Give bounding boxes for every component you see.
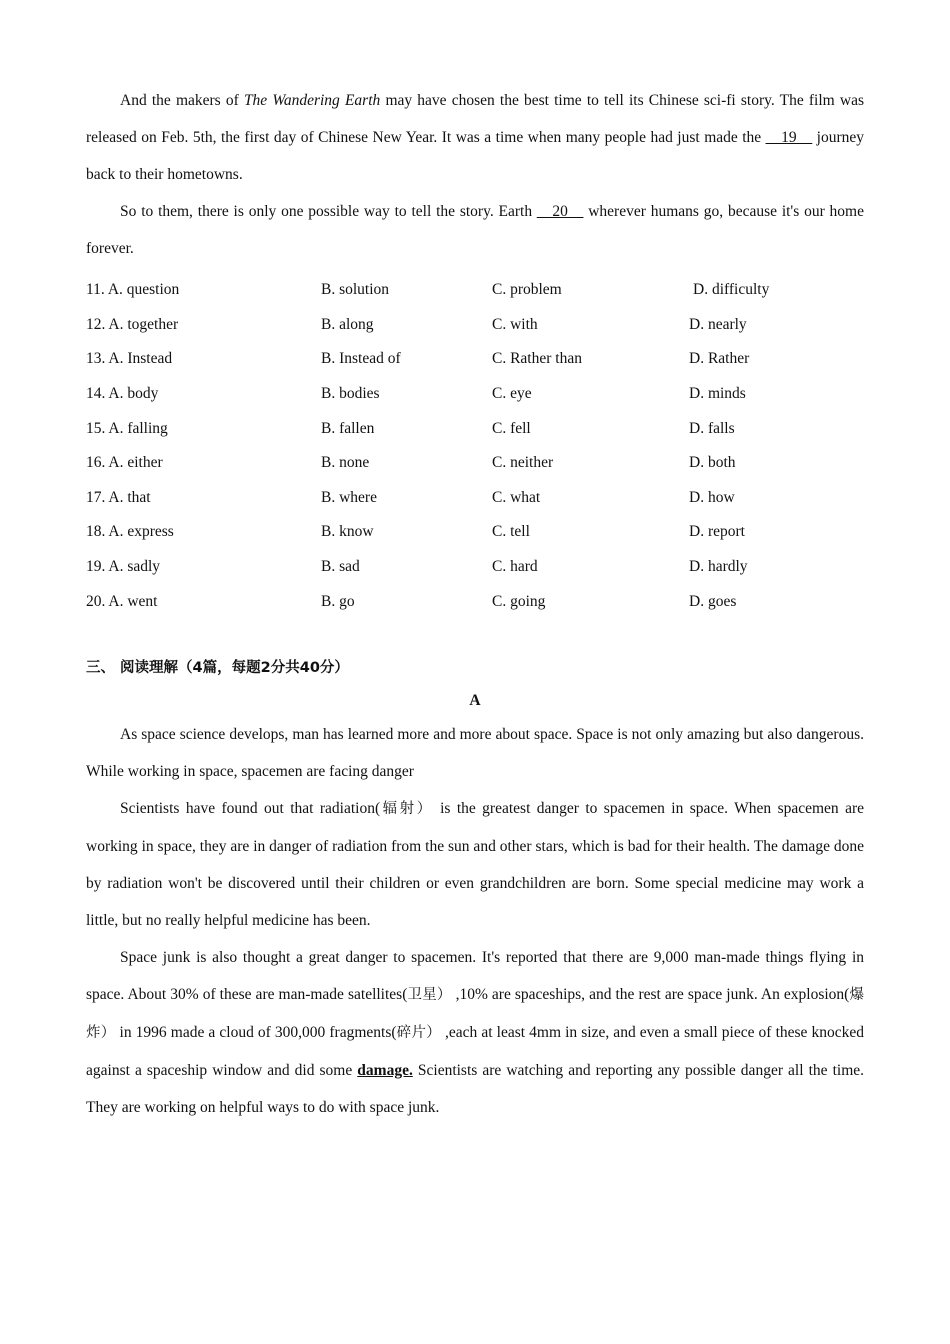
passage-a-paragraph-1: As space science develops, man has learned more and more about space. Space is not only amazing but also dangerous. While working in space, spacemen are facing danger	[86, 725, 864, 780]
blank-19: __19__	[765, 129, 813, 146]
option-row-16: 16. A. either B. none C. neither D. both	[86, 454, 736, 472]
option-row-20: 20. A. went B. go C. going D. goes	[86, 592, 737, 610]
option-row-15: 15. A. falling B. fallen C. fell D. falls	[86, 419, 735, 437]
option-row-17: 17. A. that B. where C. what D. how	[86, 488, 735, 506]
option-row-12: 12. A. together B. along C. with D. nearly	[86, 315, 747, 333]
film-title: The Wandering Earth	[243, 92, 381, 109]
section-heading-reading: 三、 阅读理解（4篇，每题2分共40分）	[86, 659, 349, 676]
passage-a-paragraph-3: Space junk is also thought a great danger to spacemen. It's reported that there are 9,000 man-made things flying in space. About 30% of these are man-made satellites(卫星） ,10% are spaceships, and the rest are space junk. An explosion(爆炸） in 1996 made a cloud of 300,000 fragments(碎片） ,each at least 4mm in size, and even a small piece of these knocked against a spaceship window and did some damage. Scientists are watching and reporting any possible danger all the time. They are working on helpful ways to do with space junk.	[86, 948, 865, 1116]
option-row-13: 13. A. Instead B. Instead of C. Rather than D. Rather	[86, 350, 750, 368]
answer-options	[86, 273, 864, 619]
damage-keyword: damage.	[357, 1061, 413, 1079]
option-row-11: 11. A. question B. solution C. problem D. difficulty	[86, 281, 770, 299]
cloze-paragraph-1: And the makers of The Wandering Earth may have chosen the best time to tell its Chinese sci-fi story. The film was released on Feb. 5th, the first day of Chinese New Year. It was a time when many people had just made the __19__ journey back to their hometowns.	[86, 92, 864, 183]
passage-a	[86, 716, 864, 1126]
passage-a-paragraph-2: Scientists have found out that radiation(辐射） is the greatest danger to spacemen in space. When spacemen are working in space, they are in danger of radiation from the sun and other stars, which is bad for their health. The damage done by radiation won't be discovered until their children or even grandchildren are born. Some special medicine may work a little, but no really helpful medicine has been.	[86, 799, 864, 929]
option-row-19: 19. A. sadly B. sad C. hard D. hardly	[86, 558, 748, 576]
option-row-14: 14. A. body B. bodies C. eye D. minds	[86, 385, 746, 403]
blank-20: __20__	[536, 203, 584, 220]
document-page	[86, 82, 864, 1126]
option-row-18: 18. A. express B. know C. tell D. report	[86, 523, 745, 541]
passage-a-title: A	[469, 691, 481, 709]
cloze-paragraph-2: So to them, there is only one possible way to tell the story. Earth __20__ wherever humans go, because it's our home forever.	[86, 203, 864, 257]
